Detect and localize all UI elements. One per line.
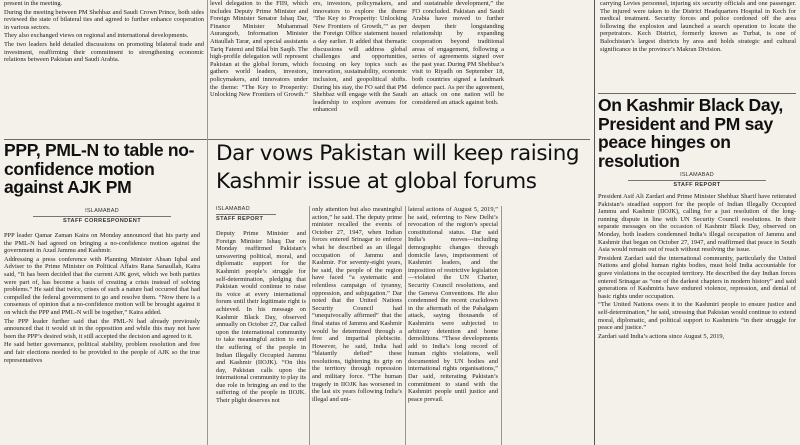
column-rule <box>405 206 406 445</box>
column-rule <box>501 206 502 445</box>
paragraph: and sustainable development,” the FO concluded. Pakistan and Saudi Arabia have moved to further deepen their longstanding relationship by expanding cooperation beyond traditional areas of engagement, following a series of agreements signed over the past year. During PM Shehbaz’s visit to Riyadh on September 18, both countries signed a landmark defence pact. As per the agreement, an attack on one nation will be considered an attack against both. <box>412 0 504 106</box>
paragraph: carrying Levies personnel, injuring six security officials and one passenger. The injured were taken to the District Headquarters Hospital in Kech for medical treatment. Security forces and police cordoned off the area following the explosion and launched a search operation to locate the perpetrators. Kech District, formerly known as Turbat, is one of Balochistan’s largest districts by area and holds strategic and cultural significance in the province’s Makran Division. <box>600 0 796 53</box>
paragraph: present in the meeting. <box>4 0 63 7</box>
column-rule <box>309 206 310 445</box>
paragraph: The PPP leader further said that the PML-N had already previously announced that it would sit in the opposition and while this may not have been the PPP’s desired wish, it still accepted the decision and agreed to it. <box>4 317 200 340</box>
column-rule <box>207 0 208 445</box>
main-story-column-3 <box>408 206 498 445</box>
paragraph: The two leaders held detailed discussions on promoting bilateral trade and investment, reaffirming their commitment to strengthening economic relations between Pakistan and Saudi Arabia. <box>4 40 204 64</box>
dateline: ISLAMABAD <box>85 208 119 214</box>
paragraph: PPP leader Qamar Zaman Kaira on Monday announced that his party and the PML-N had agreed on bringing a no-confidence motion against the government in Azad Jammu and Kashmir. <box>4 232 200 255</box>
paragraph: Deputy Prime Minister and Foreign Minister Ishaq Dar on Monday reaffirmed Pakistan’s unwavering political, moral, and diplomatic support for the Kashmiri people’s struggle for self-determination, pledging that Pakistan would continue to raise its voice at every international forum until their legitimate right is achieved. In his message on Kashmir Black Day, observed annually on October 27, Dar called upon the international community to take meaningful action to end the suffering of the people in Indian Illegally Occupied Jammu and Kashmir (IIOJK). “On this day, Pakistan calls upon the international community to play its due role in bringing an end to the suffering of the people in IIOJK. Their plight deserves not <box>216 230 306 405</box>
column-rule <box>594 0 595 445</box>
main-story-column-1 <box>216 230 306 445</box>
right-story-headline: On Kashmir Black Day, President and PM say peace hinges on resolution <box>598 95 783 171</box>
byline-divider <box>216 214 276 215</box>
top-column-3 <box>313 0 407 138</box>
reporter: STAFF CORRESPONDENT <box>62 218 142 224</box>
main-story-headline: Dar vows Pakistan will keep raising Kashmir issue at global forums <box>216 141 580 194</box>
paragraph: lateral actions of August 5, 2019,” he said, referring to New Delhi’s revocation of the region’s special constitutional status. Dar said India’s moves—including demographic changes through domicile laws, imprisonment of Kashmiri leaders, and the imposition of restrictive legislation—violated the UN Charter, Security Council resolutions, and the Geneva Conventions. He also condemned the recent crackdown in the aftermath of the Pahalgam attack, saying thousands of Kashmiris were subjected to arbitrary detention and home demolitions. “These developments add to India’s long record of human rights violations, well documented by UN bodies and international rights organisations,” Dar said, reiterating Pakistan’s commitment to stand with the Kashmiri people until justice and peace prevail. <box>408 206 498 403</box>
paragraph: During the meeting between PM Shehbaz and Saudi Crown Prince, both sides reviewed the state of bilateral ties and agreed to further enhance cooperation in various sectors. <box>4 8 204 31</box>
paragraph: President Asif Ali Zardari and Prime Minister Shehbaz Sharif have reiterated Pakistan’s steadfast support for the people of Indian Illegally Occupied Jammu and Kashmir (IIOJK), calling for a just resolution of the long-running dispute in line with UN Security Council resolutions. In their separate messages on the occasion of Kashmir Black Day, observed on Monday, both leaders condemned India’s illegal occupation of Jammu and Kashmir that began on October 27, 1947, and reaffirmed that peace in South Asia would remain out of reach without resolving the issue. <box>598 193 796 254</box>
paragraph: President Zardari said the international community, particularly the United Nations and global human rights bodies, must hold India accountable for grave violations in the occupied territory. He described the day Indian forces entered Srinagar as “one of the darkest chapters in modern history” and said generations of Kashmiris have endured violence, repression, and denial of basic rights under occupation. <box>598 254 796 300</box>
right-story-body <box>598 193 796 445</box>
paragraph: “The United Nations owes it to the Kashmiri people to ensure justice and self-determination,” he said, stressing that Pakistan would continue to extend moral, diplomatic, and political support to Kashmiris “in their struggle for peace and justice.” <box>598 301 796 332</box>
reporter: STAFF REPORT <box>673 182 721 188</box>
dateline: ISLAMABAD <box>216 206 250 212</box>
byline-divider <box>628 180 767 181</box>
main-story-byline <box>216 206 294 223</box>
left-story-body <box>4 232 200 445</box>
top-column-right <box>600 0 796 92</box>
paragraph: They also exchanged views on regional and international developments. <box>4 32 189 40</box>
paragraph: Zardari said India’s actions since August 5, 2019, <box>598 332 725 340</box>
main-story-column-2 <box>312 206 402 445</box>
byline-divider <box>33 216 170 217</box>
left-story-byline <box>4 208 200 225</box>
top-column-2 <box>210 0 308 138</box>
top-column-4 <box>412 0 504 138</box>
dateline: ISLAMABAD <box>680 172 714 178</box>
paragraph: Addressing a press conference with Planning Minister Ahsan Iqbal and Adviser to the Prime Minister on Political Affairs Rana Sanaullah, Kaira said, “It has been decided that the current AJK govt, which we both parties were part of, has become a basis of creating a crisis instead of solving problems.” He said that twice, crises of such a nature had occurred that had compelled the federal government to go and resolve them. “Now there is a consensus of opinion that a no-confidence motion will be brought against it on which the PPP and PML-N will be together,” Kaira added. <box>4 255 200 316</box>
left-story-headline: PPP, PML-N to table no-confidence motion against AJK PM <box>4 140 195 197</box>
paragraph: only attention but also meaningful action,” he said. The deputy prime minister recalled the events of October 27, 1947, when Indian forces entered Srinagar to enforce what he described as an illegal occupation of Jammu and Kashmir. For seventy-eight years, he said, the people of the region have faced “a systematic and relentless campaign of tyranny, oppression, and subjugation.” Dar noted that the United Nations Security Council had “unequivocally affirmed” that the final status of Jammu and Kashmir would be determined through a free and impartial plebiscite. However, he said, India had “blatantly defied” these resolutions, tightening its grip on the territory through repression and military force. “The human tragedy in IIOJK has worsened in the last six years following India’s illegal and uni- <box>312 206 402 403</box>
paragraph: He said better governance, political stability, problem resolution and free and fair elections needed to be provided to the people of AJK so the true representatives <box>4 341 200 364</box>
right-story-byline <box>598 172 796 189</box>
top-column-1 <box>4 0 204 138</box>
horizontal-rule-right <box>598 93 796 94</box>
paragraph: ers, investors, policymakers, and innovators to explore the theme ‘The Key to Prosperity: Unlocking New Frontiers of Growth,’” as per the Foreign Office statement issued a day earlier. It added that thematic discussions will address global challenges and opportunities, focusing on key topics such as innovation, sustainability, economic inclusion, and geopolitical shifts. During his stay, the FO said that PM Shehbaz will engage with the Saudi leadership to explore avenues for enhanced <box>313 0 407 114</box>
paragraph: level delegation to the FII9, which includes Deputy Prime Minister and Foreign Minister Senator Ishaq Dar, Finance Minister Muhammad Aurangzeb, Information Minister Attaullah Tarar, and special assistants Tariq Fatemi and Bilal bin Saqib. The high-profile delegation will represent Pakistan at the global forum, which gathers world leaders, investors, policymakers, and innovators under the theme: “The Key to Prosperity: Unlocking New Frontiers of Growth.” <box>210 0 308 99</box>
reporter: STAFF REPORT <box>216 216 264 222</box>
